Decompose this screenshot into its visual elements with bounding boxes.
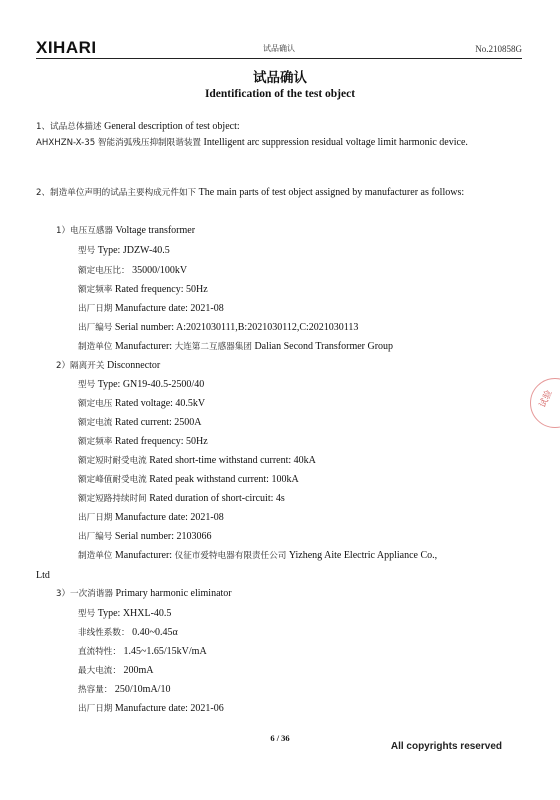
part1-row: 出厂编号 Serial number: A:2021030111,B:2021030112,C:2021030113 — [78, 322, 359, 333]
section1-description: AHXHZN-X-35 智能消弧残压抑制限谐装置 Intelligent arc suppression residual voltage limit harmonic device. — [36, 137, 468, 148]
page-header — [36, 38, 522, 58]
report-number: No.210858G — [475, 44, 522, 54]
copyright-notice: All copyrights reserved — [390, 741, 502, 752]
part3-title: 3）一次消谐器 Primary harmonic eliminator — [56, 588, 232, 599]
part2-row: 出厂编号 Serial number: 2103066 — [78, 531, 212, 542]
section2-heading: 2、制造单位声明的试品主要构成元件如下 The main parts of test object assigned by manufacturer as follows: — [36, 187, 465, 198]
part2-row: 额定电压 Rated voltage: 40.5kV — [78, 398, 206, 409]
company-logo: XIHARI — [36, 38, 97, 57]
part1-row: 型号 Type: JDZW-40.5 — [78, 245, 170, 256]
part2-row: 出厂日期 Manufacture date: 2021-08 — [78, 512, 224, 523]
part2-row: 额定频率 Rated frequency: 50Hz — [78, 436, 208, 447]
part2-row: 额定短路持续时间 Rated duration of short-circuit: 4s — [78, 493, 285, 504]
part1-row: 制造单位 Manufacturer: 大连第二互感器集团 Dalian Second Transformer Group — [78, 341, 394, 352]
part2-row: 型号 Type: GN19-40.5-2500/40 — [78, 379, 205, 390]
part1-row: 额定频率 Rated frequency: 50Hz — [78, 284, 208, 295]
part2-title: 2）隔离开关 Disconnector — [56, 360, 161, 371]
part1-row: 额定电压比： 35000/100kV — [78, 265, 188, 276]
section1-heading: 1、试品总体描述 General description of test object: — [36, 121, 240, 132]
part2-row: 额定峰值耐受电流 Rated peak withstand current: 100kA — [78, 474, 299, 485]
header-divider — [36, 58, 522, 59]
page-title-cn: 试品确认 — [253, 70, 307, 86]
part3-row: 型号 Type: XHXL-40.5 — [78, 608, 172, 619]
part2-row: 制造单位 Manufacturer: 仪征市爱特电器有限责任公司 Yizheng Aite Electric Appliance Co., — [78, 550, 438, 561]
part3-row: 直流特性： 1.45~1.65/15kV/mA — [78, 646, 207, 657]
part3-row: 热容量： 250/10mA/10 — [78, 684, 171, 695]
part3-row: 最大电流： 200mA — [78, 665, 154, 676]
page-title-en: Identification of the test object — [204, 88, 356, 100]
part3-row: 非线性系数： 0.40~0.45α — [78, 627, 178, 638]
part3-row: 出厂日期 Manufacture date: 2021-06 — [78, 703, 224, 714]
part1-title: 1）电压互感器 Voltage transformer — [56, 225, 196, 236]
part2-row: 额定短时耐受电流 Rated short-time withstand current: 40kA — [78, 455, 316, 466]
part2-row: 额定电流 Rated current: 2500A — [78, 417, 202, 428]
header-title: 试品确认 — [263, 44, 295, 53]
part2-continuation: Ltd — [36, 570, 50, 581]
page-number: 6 / 36 — [270, 733, 290, 743]
part1-row: 出厂日期 Manufacture date: 2021-08 — [78, 303, 224, 314]
test-seal-text: 试验 — [538, 388, 555, 410]
